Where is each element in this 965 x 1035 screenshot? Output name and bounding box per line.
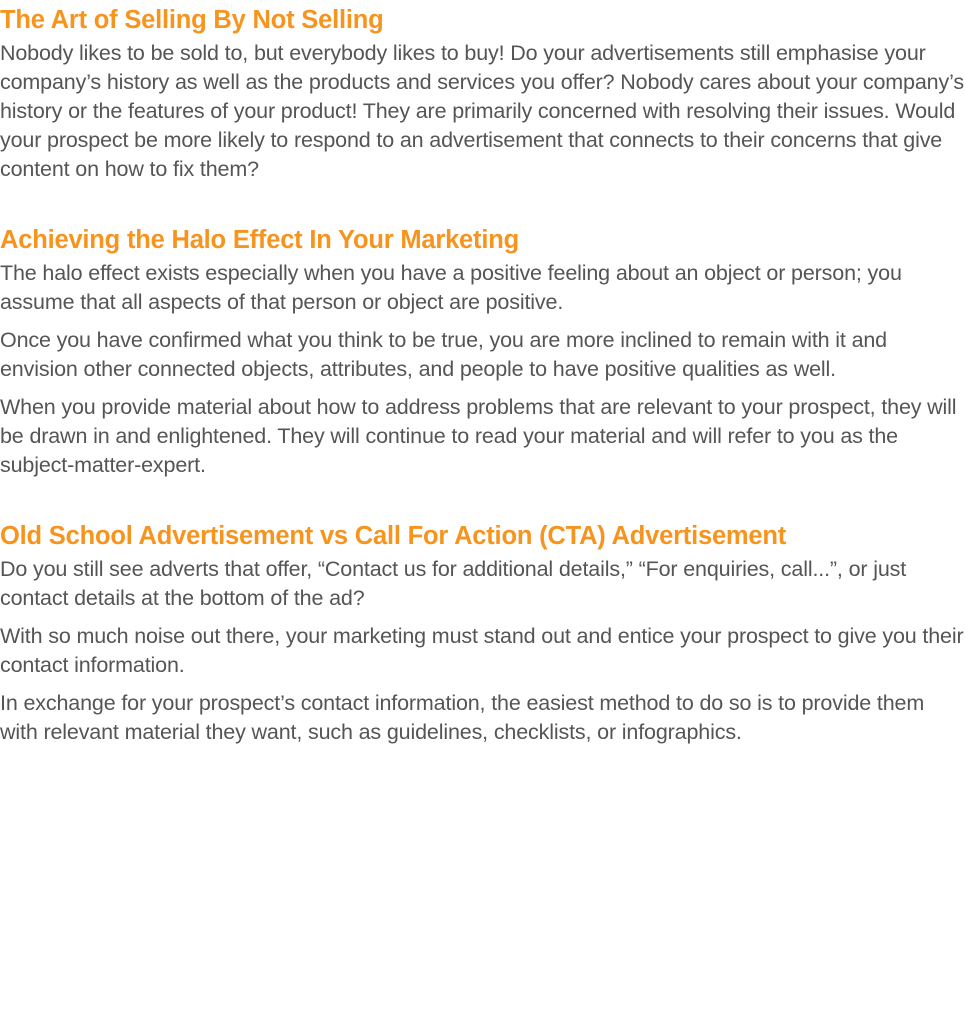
section-paragraph: Do you still see adverts that offer, “Contact us for additional details,” “For enquiries, call...”, or just contact details at the bottom of the ad? bbox=[0, 557, 907, 610]
section-paragraph: When you provide material about how to address problems that are relevant to your prospect, they will be drawn in and enlightened. They will continue to read your material and will refer to you as the subject-matter-expert. bbox=[0, 395, 957, 477]
section-paragraph: The halo effect exists especially when you have a positive feeling about an object or person; you assume that all aspects of that person or object are positive. bbox=[0, 261, 902, 314]
section-paragraph: Nobody likes to be sold to, but everybody likes to buy! Do your advertisements still emphasise your company’s history as well as the products and services you offer? Nobody cares about your company’s history or the features of your product! They are primarily concerned with resolving their issues. Would your prospect be more likely to respond to an advertisement that connects to their concerns that give content on how to fix them? bbox=[0, 41, 964, 181]
section-halo-effect bbox=[0, 223, 965, 480]
section-heading: Achieving the Halo Effect In Your Marketing bbox=[0, 226, 519, 254]
section-heading: Old School Advertisement vs Call For Action (CTA) Advertisement bbox=[0, 522, 787, 550]
section-heading: The Art of Selling By Not Selling bbox=[0, 6, 384, 34]
section-old-school-vs-cta bbox=[0, 519, 965, 747]
section-selling-by-not-selling bbox=[0, 3, 965, 184]
section-paragraph: In exchange for your prospect’s contact information, the easiest method to do so is to provide them with relevant material they want, such as guidelines, checklists, or infographics. bbox=[0, 691, 925, 744]
section-paragraph: With so much noise out there, your marketing must stand out and entice your prospect to give you their contact information. bbox=[0, 624, 964, 677]
section-paragraph: Once you have confirmed what you think to be true, you are more inclined to remain with it and envision other connected objects, attributes, and people to have positive qualities as well. bbox=[0, 328, 887, 381]
